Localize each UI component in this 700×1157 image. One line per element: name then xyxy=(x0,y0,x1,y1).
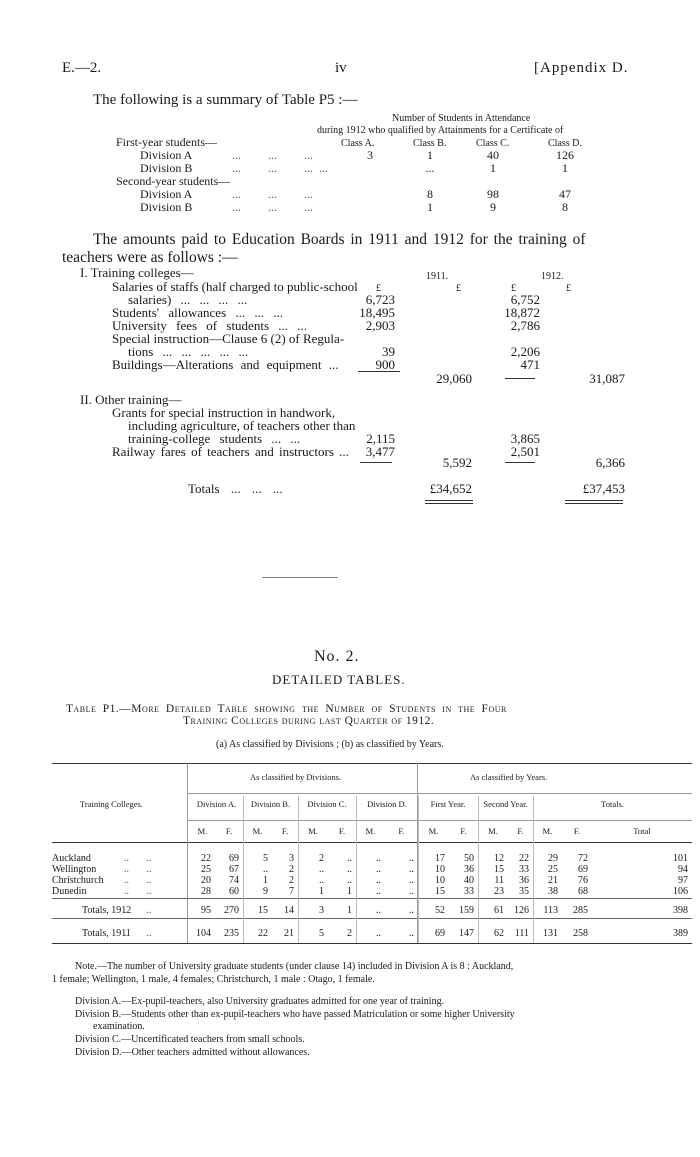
col-group-header: Second Year. xyxy=(483,799,528,809)
item-label: tions ... ... ... ... ... xyxy=(128,344,249,359)
item-1911: 39 xyxy=(382,344,395,359)
summary-caption-1: Number of Students in Attendance xyxy=(392,113,531,124)
class-a-header: Class A. xyxy=(341,138,375,149)
first-year-label: First-year students— xyxy=(116,135,217,149)
table-cell: 10 xyxy=(435,875,445,886)
table-cell: 35 xyxy=(519,886,529,897)
table-cell: .. xyxy=(409,864,414,875)
table-cell: 25 xyxy=(548,864,558,875)
table-cell: 1 xyxy=(319,886,324,897)
table-cell: 7 xyxy=(289,886,294,897)
table-cell: 22 xyxy=(258,928,268,939)
item-1912: 6,752 xyxy=(510,292,540,307)
table-cell: 20 xyxy=(201,875,211,886)
item2-1912: 2,501 xyxy=(510,444,540,459)
table-cell: 258 xyxy=(573,928,588,939)
table-cell: 106 xyxy=(673,886,688,897)
table-cell: 285 xyxy=(573,905,588,916)
table-cell: 2 xyxy=(347,928,352,939)
item-1912: 2,206 xyxy=(510,344,540,359)
table-cell: 1 xyxy=(347,905,352,916)
table-cell: .. xyxy=(376,875,381,886)
division-note-b: Division B.—Students other than ex-pupil-teachers who have passed Matriculation or some higher University xyxy=(75,1009,515,1020)
sex-header: M. xyxy=(488,826,498,836)
sex-header: F. xyxy=(281,826,289,836)
table-cell: 76 xyxy=(578,875,588,886)
table-cell: 9 xyxy=(263,886,268,897)
second-year-label: Second-year students— xyxy=(116,174,231,188)
table-cell: 62 xyxy=(494,928,504,939)
table-cell: 94 xyxy=(678,864,688,875)
total-rule xyxy=(425,503,473,504)
table-cell: 67 xyxy=(229,864,239,875)
table-cell: 50 xyxy=(464,853,474,864)
total-1912: £37,453 xyxy=(582,481,625,496)
page-number: iv xyxy=(335,60,347,76)
item-label: University fees of students ... ... xyxy=(112,318,308,333)
sex-header: F. xyxy=(398,826,405,836)
table-cell: 33 xyxy=(464,886,474,897)
sy-a-class-c: 98 xyxy=(487,187,499,201)
table-cell: 69 xyxy=(578,864,588,875)
note-line-1: Note.—The number of University graduate students (under clause 14) included in Division A is 8 : Auckland, xyxy=(75,961,514,972)
table-cell: .. xyxy=(376,886,381,897)
table-cell: 60 xyxy=(229,886,239,897)
table-cell: 5 xyxy=(319,928,324,939)
col-colleges: Training Colleges. xyxy=(80,799,143,809)
year-1912: 1912. xyxy=(541,271,564,282)
item2-label: including agriculture, of teachers other than xyxy=(128,418,356,433)
table-cell: 3 xyxy=(289,853,294,864)
sex-header: F. xyxy=(338,826,346,836)
subtotal-rule xyxy=(358,371,400,372)
division-note-d: Division D.—Other teachers admitted without allowances. xyxy=(75,1047,310,1058)
summary-caption-2: during 1912 who qualified by Attainments for a Certificate of xyxy=(317,125,564,136)
table-cell: .. xyxy=(409,928,414,939)
sex-header: F. xyxy=(517,826,524,836)
table-title-2: Training Colleges during last Quarter of 1912. xyxy=(183,715,435,727)
table-cell: 72 xyxy=(578,853,588,864)
table-cell: 28 xyxy=(201,886,211,897)
sex-header: M. xyxy=(365,826,376,836)
table-cell: 159 xyxy=(459,905,474,916)
table-cell: 40 xyxy=(464,875,474,886)
totals-label: Totals ... ... ... xyxy=(188,481,283,496)
sex-header: M. xyxy=(428,826,439,836)
item-label: Buildings—Alterations and equipment ... xyxy=(112,357,339,372)
table-cell: 111 xyxy=(514,928,529,939)
fy-a-class-c: 40 xyxy=(487,148,499,162)
table-cell: 1 xyxy=(263,875,268,886)
item2-label: Railway fares of teachers and instructors ... xyxy=(112,444,349,459)
sex-header: M. xyxy=(308,826,318,836)
group-years: As classified by Years. xyxy=(470,772,548,782)
table-head-rule xyxy=(52,842,692,843)
leader-dots: ... ... ... ... xyxy=(232,161,328,175)
division-note-a: Division A.—Ex-pupil-teachers, also University graduates admitted for one year of training. xyxy=(75,996,445,1007)
item-1911: 900 xyxy=(375,357,395,372)
row-label: Dunedin xyxy=(52,886,87,897)
table-cell: 113 xyxy=(543,905,558,916)
table-cell: 22 xyxy=(519,853,529,864)
section-heading: DETAILED TABLES. xyxy=(272,672,406,687)
subtotal-rule xyxy=(505,462,535,463)
table-cell: 25 xyxy=(201,864,211,875)
table-cell: .. xyxy=(263,864,268,875)
table-cell: 22 xyxy=(201,853,211,864)
sex-header: Total xyxy=(633,826,651,836)
section-divider xyxy=(262,577,338,578)
table-cell: 147 xyxy=(459,928,474,939)
sy-div-a-label: Division A xyxy=(140,187,193,201)
table-cell: 36 xyxy=(519,875,529,886)
total-rule xyxy=(565,503,623,504)
table-cell: 97 xyxy=(678,875,688,886)
table-cell: 398 xyxy=(673,905,688,916)
table-cell: 61 xyxy=(494,905,504,916)
table-cell: 23 xyxy=(494,886,504,897)
sy-b-class-d: 8 xyxy=(562,200,568,214)
subtotal-2-1912: 6,366 xyxy=(595,455,625,470)
amounts-para-1: The amounts paid to Education Boards in 1911 and 1912 for the training of xyxy=(93,231,586,248)
table-cell: 14 xyxy=(284,905,294,916)
table-cell: .. xyxy=(347,853,352,864)
pound-1912-total: £ xyxy=(566,283,571,294)
item2-label: Grants for special instruction in handwork, xyxy=(112,405,336,420)
table-cell: 101 xyxy=(673,853,688,864)
fy-div-a-label: Division A xyxy=(140,148,193,162)
section-other-training: II. Other training— xyxy=(80,392,182,407)
item2-label: training-college students ... ... xyxy=(128,431,301,446)
fy-div-b-label: Division B xyxy=(140,161,193,175)
item-label: Students' allowances ... ... ... xyxy=(112,305,284,320)
sy-div-b-label: Division B xyxy=(140,200,193,214)
division-note-b-cont: examination. xyxy=(93,1021,145,1032)
row-label: Wellington xyxy=(52,864,97,875)
sex-header: F. xyxy=(225,826,233,836)
item2-1912: 3,865 xyxy=(510,431,540,446)
table-title-1: Table P1.—More Detailed Table showing the Number of Students in the Four xyxy=(66,703,507,715)
table-cell: 95 xyxy=(201,905,211,916)
table-mid-rule xyxy=(52,918,692,919)
row-label: Totals, 1911 xyxy=(82,928,131,939)
table-cell: 235 xyxy=(224,928,239,939)
item2-1911: 3,477 xyxy=(365,444,395,459)
division-note-c: Division C.—Uncertificated teachers from small schools. xyxy=(75,1034,305,1045)
table-cell: .. xyxy=(319,875,324,886)
item-1912: 2,786 xyxy=(510,318,540,333)
col-group-header: Division A. xyxy=(196,799,237,809)
note-line-2: 1 female; Wellington, 1 male, 4 females; Christchurch, 1 male : Otago, 1 female. xyxy=(52,974,375,985)
pound-1911-total: £ xyxy=(456,283,461,294)
table-subtitle: (a) As classified by Divisions ; (b) as classified by Years. xyxy=(216,739,444,750)
total-rule xyxy=(425,500,473,501)
table-cell: 1 xyxy=(347,886,352,897)
page-ref: E.—2. xyxy=(62,60,102,76)
table-cell: 5 xyxy=(263,853,268,864)
group-rule xyxy=(417,793,692,794)
table-cell: .. xyxy=(409,886,414,897)
table-cell: 38 xyxy=(548,886,558,897)
col-group-header: Totals. xyxy=(601,799,624,809)
leader-dots: .. .. xyxy=(124,864,152,875)
item-label: salaries) ... ... ... ... xyxy=(128,292,248,307)
table-cell: 12 xyxy=(494,853,504,864)
row-label: Christchurch xyxy=(52,875,104,886)
col-group-header: Division D. xyxy=(367,799,407,809)
fy-a-class-d: 126 xyxy=(556,148,574,162)
table-cell: 52 xyxy=(435,905,445,916)
sy-b-class-b: 1 xyxy=(427,200,433,214)
item2-1911: 2,115 xyxy=(366,431,395,446)
table-cell: .. xyxy=(409,905,414,916)
col-divider xyxy=(187,763,188,943)
table-cell: .. xyxy=(409,875,414,886)
item-1911: 2,903 xyxy=(365,318,395,333)
table-bottom-rule xyxy=(52,943,692,944)
table-cell: 15 xyxy=(258,905,268,916)
table-cell: 15 xyxy=(435,886,445,897)
table-cell: 126 xyxy=(514,905,529,916)
pound-1912-items: £ xyxy=(511,283,516,294)
sex-header: M. xyxy=(197,826,208,836)
col-group-header: Division C. xyxy=(307,799,347,809)
sex-header: M. xyxy=(252,826,263,836)
fy-a-class-a: 3 xyxy=(367,148,373,162)
sy-b-class-c: 9 xyxy=(490,200,496,214)
leader-dots: ... ... ... xyxy=(232,148,313,162)
table-cell: .. xyxy=(409,853,414,864)
pound-1911-items: £ xyxy=(376,283,381,294)
table-cell: .. xyxy=(347,875,352,886)
sex-header: F. xyxy=(460,826,467,836)
subtotal-2-1911: 5,592 xyxy=(442,455,472,470)
leader-dots: ... ... ... xyxy=(232,187,313,201)
subtotal-1-1912: 31,087 xyxy=(589,371,625,386)
table-cell: 389 xyxy=(673,928,688,939)
table-cell: 33 xyxy=(519,864,529,875)
table-cell: .. xyxy=(347,864,352,875)
table-cell: 2 xyxy=(319,853,324,864)
table-cell: 21 xyxy=(284,928,294,939)
table-cell: .. xyxy=(376,853,381,864)
table-cell: 15 xyxy=(494,864,504,875)
table-cell: 3 xyxy=(319,905,324,916)
table-cell: 29 xyxy=(548,853,558,864)
table-cell: 36 xyxy=(464,864,474,875)
leader-dots: .. .. xyxy=(124,853,152,864)
row-label: Auckland xyxy=(52,853,91,864)
sy-a-class-d: 47 xyxy=(559,187,571,201)
subtotal-rule xyxy=(505,378,535,379)
table-top-rule xyxy=(52,763,692,764)
total-rule xyxy=(565,500,623,501)
leader-dots: ... ... ... xyxy=(232,200,313,214)
table-cell: 68 xyxy=(578,886,588,897)
fy-b-class-d: 1 xyxy=(562,161,568,175)
section-number: No. 2. xyxy=(314,648,360,665)
class-c-header: Class C. xyxy=(476,138,510,149)
subhead-rule xyxy=(187,820,692,821)
appendix-label: [Appendix D. xyxy=(534,60,629,76)
sex-header: M. xyxy=(542,826,553,836)
leader-dots: .. .. xyxy=(124,928,152,939)
item-1912: 471 xyxy=(520,357,540,372)
fy-b-class-c: 1 xyxy=(490,161,496,175)
sex-header: F. xyxy=(573,826,581,836)
table-cell: 69 xyxy=(435,928,445,939)
group-divisions: As classified by Divisions. xyxy=(250,772,342,782)
col-group-header: Division B. xyxy=(250,799,291,809)
table-cell: .. xyxy=(319,864,324,875)
class-b-header: Class B. xyxy=(413,138,447,149)
item-label: Salaries of staffs (half charged to public-school xyxy=(112,279,358,294)
table-body-rule xyxy=(52,898,692,899)
item-1911: 6,723 xyxy=(365,292,395,307)
item-1911: 18,495 xyxy=(359,305,395,320)
item-1912: 18,872 xyxy=(504,305,540,320)
table-cell: .. xyxy=(376,905,381,916)
subtotal-rule xyxy=(360,462,392,463)
row-label: Totals, 1912 xyxy=(82,905,132,916)
summary-intro: The following is a summary of Table P5 :— xyxy=(93,92,358,108)
year-1911: 1911. xyxy=(426,271,449,282)
table-cell: 11 xyxy=(494,875,504,886)
table-cell: 2 xyxy=(289,875,294,886)
leader-dots: .. .. xyxy=(124,875,152,886)
col-group-header: First Year. xyxy=(430,799,466,809)
table-cell: 21 xyxy=(548,875,558,886)
table-cell: 131 xyxy=(543,928,558,939)
fy-b-class-b: ... xyxy=(425,161,435,175)
class-d-header: Class D. xyxy=(548,138,582,149)
fy-a-class-b: 1 xyxy=(427,148,433,162)
subtotal-1-1911: 29,060 xyxy=(436,371,472,386)
section-training-colleges: I. Training colleges— xyxy=(80,265,194,280)
table-cell: 69 xyxy=(229,853,239,864)
leader-dots: .. .. xyxy=(124,905,152,916)
item-label: Special instruction—Clause 6 (2) of Regula- xyxy=(112,331,345,346)
table-cell: 270 xyxy=(224,905,239,916)
table-cell: .. xyxy=(376,928,381,939)
table-cell: 74 xyxy=(229,875,239,886)
table-cell: 2 xyxy=(289,864,294,875)
table-cell: 104 xyxy=(196,928,211,939)
leader-dots: .. .. xyxy=(124,886,152,897)
sy-a-class-b: 8 xyxy=(427,187,433,201)
table-cell: .. xyxy=(376,864,381,875)
table-cell: 17 xyxy=(435,853,445,864)
amounts-para-2: teachers were as follows :— xyxy=(62,249,238,266)
table-cell: 10 xyxy=(435,864,445,875)
total-1911: £34,652 xyxy=(429,481,472,496)
group-rule xyxy=(187,793,417,794)
